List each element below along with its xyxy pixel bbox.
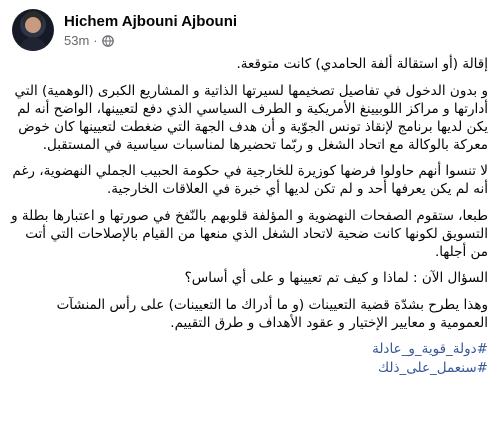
post-header bbox=[12, 8, 237, 52]
meta-separator: · bbox=[93, 32, 98, 48]
post-paragraph-2: و بدون الدخول في تفاصيل تصخيمها لسيرتها الذاتية و المشاريع الكبرى (الوهمية) التي أدارتها و مراكز اللوبيينغ الأمريكية و الطرف السياسي الذي دفع لتعيينها، الواضح أنه لم يكن لديها برنامج لإنقاذ تونس الجوّية و أن هدف الجهة التي ضغطت لتعيينها كان خوض معركة بالوكالة مع اتحاد الشغل و ربّما تحضيرها لمناسبات سياسية في المستقبل. bbox=[14, 83, 488, 153]
post-paragraph-3: لا تنسوا أنهم حاولوا فرضها كوزيرة للخارجية في حكومة الحبيب الجملي النهضوية، رغم أنه لم يكن يعرفها أحد و لم تكن لديها أي خبرة في العلاقات الخارجية. bbox=[12, 163, 488, 197]
hashtag-link-1[interactable]: #دولة_قوية_و_عادلة bbox=[372, 341, 488, 357]
hashtag-list bbox=[11, 340, 488, 377]
post-body bbox=[11, 54, 488, 378]
post-paragraph-5: السؤال الآن : لماذا و كيف تم تعيينها و على أي أساس؟ bbox=[184, 270, 488, 286]
author-avatar[interactable] bbox=[12, 9, 54, 51]
globe-icon bbox=[102, 35, 114, 47]
post-paragraph-1: إقالة (أو استقالة ألفة الحامدي) كانت متوقعة. bbox=[236, 56, 488, 72]
author-info bbox=[64, 12, 237, 49]
hashtag-link-2[interactable]: #سنعمل_على_ذلك bbox=[377, 360, 488, 376]
post-meta bbox=[64, 33, 237, 49]
author-name[interactable]: Hichem Ajbouni Ajbouni bbox=[64, 12, 238, 30]
post-paragraph-6: وهذا يطرح بشدّة قضية التعيينات (و ما أدراك ما التعيينات) على رأس المنشآت العمومية و معايير الإختيار و عقود الأهداف و طرق التقييم. bbox=[56, 297, 488, 331]
post-timestamp[interactable]: 53m bbox=[64, 32, 90, 48]
post-paragraph-4: طبعا، ستقوم الصفحات النهضوية و المؤلفة قلوبهم بالنّفخ في صورتها و اعتبارها بطلة و التسويق لكونها كانت ضحية لاتحاد الشغل الذي منعها من القيام بالإصلاحات التي أتت من أجلها. bbox=[11, 208, 488, 260]
